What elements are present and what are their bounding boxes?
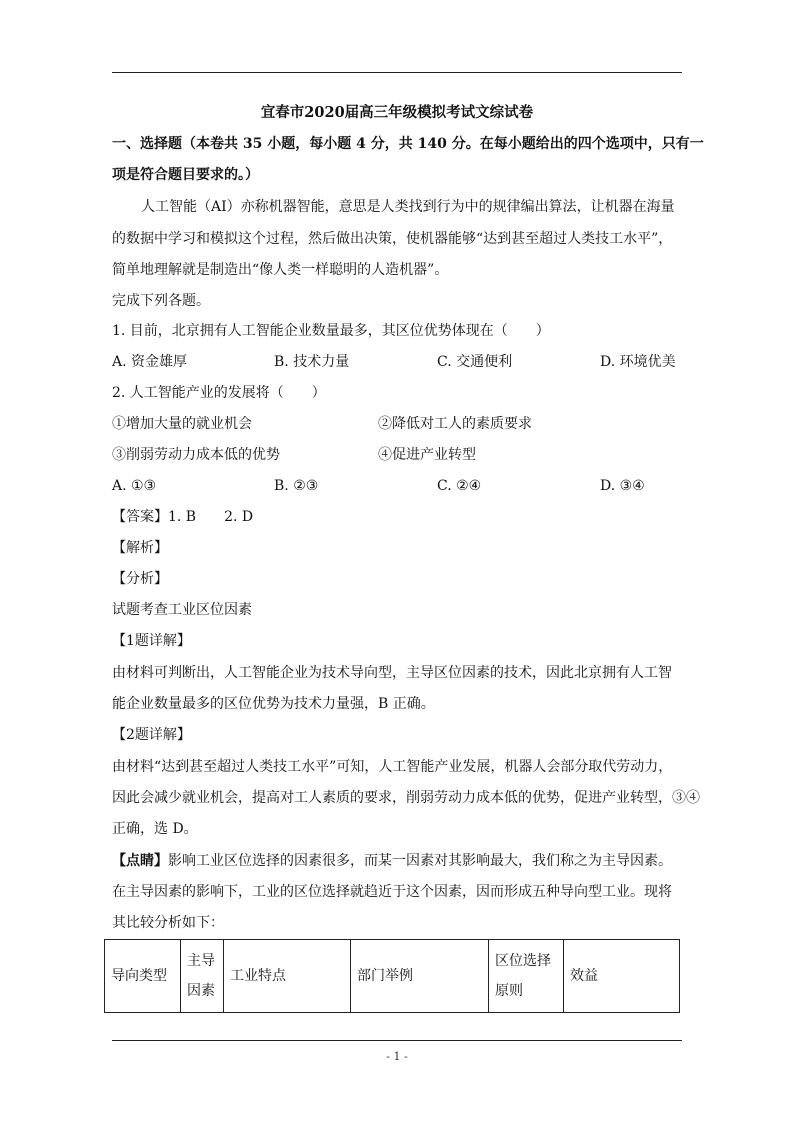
table-header-cell: 主导因素 <box>181 940 224 1013</box>
page-number: - 1 - <box>386 1050 408 1063</box>
table-header-cell: 导向类型 <box>105 940 181 1013</box>
q2-item-3: ③削弱劳动力成本低的优势 <box>112 447 280 463</box>
tip-line-1 <box>112 852 672 870</box>
table-header-cell: 工业特点 <box>224 940 351 1013</box>
q1-option-a: A. 资金雄厚 <box>112 354 188 370</box>
tip-text-1: 影响工业区位选择的因素很多，而某一因素对其影响最大，我们称之为主导因素。 <box>168 853 672 869</box>
detail-1-heading: 【1题详解】 <box>112 633 191 649</box>
passage-line-3: 简单地理解就是制造出“像人类一样聪明的人造机器”。 <box>112 262 449 278</box>
comparison-table <box>104 939 680 1013</box>
detail-2-heading: 【2题详解】 <box>112 727 191 743</box>
detail-2-line-3: 正确，选 D。 <box>112 821 198 837</box>
fenxi-heading: 【分析】 <box>112 571 168 587</box>
q2-item-2: ②降低对工人的素质要求 <box>378 416 532 432</box>
tip-line-3: 其比较分析如下： <box>112 915 224 931</box>
q1-option-c: C. 交通便利 <box>437 354 513 370</box>
q2-stem: 2. 人工智能产业的发展将（ ） <box>112 385 326 401</box>
q1-option-b: B. 技术力量 <box>274 354 350 370</box>
q2-option-d: D. ③④ <box>600 478 645 494</box>
instruction-text: 完成下列各题。 <box>112 293 210 309</box>
tip-label: 【点睛】 <box>112 853 168 869</box>
analysis-heading: 【解析】 <box>112 540 168 556</box>
fenxi-text: 试题考查工业区位因素 <box>112 602 252 618</box>
answer-line: 【答案】1. B 2. D <box>112 509 254 525</box>
q2-option-c: C. ②④ <box>437 478 482 494</box>
section-heading-line2: 项是符合题目要求的。） <box>112 167 259 183</box>
footer-rule <box>112 1040 682 1041</box>
page-title: 宜春市2020届高三年级模拟考试文综试卷 <box>260 104 534 121</box>
detail-1-line-1: 由材料可判断出，人工智能企业为技术导向型，主导区位因素的技术，因此北京拥有人工智 <box>112 665 672 681</box>
tip-line-2: 在主导因素的影响下，工业的区位选择就趋近于这个因素，因而形成五种导向型工业。现将 <box>112 884 672 900</box>
passage-line-2: 的数据中学习和模拟这个过程，然后做出决策，使机器能够“达到甚至超过人类技工水平”， <box>112 231 673 247</box>
table-header-row <box>105 940 680 1013</box>
q1-option-d: D. 环境优美 <box>600 354 676 370</box>
detail-2-line-1: 由材料“达到甚至超过人类技工水平”可知，人工智能产业发展，机器人会部分取代劳动力， <box>112 759 673 775</box>
q2-option-a: A. ①③ <box>112 478 157 494</box>
header-rule <box>112 72 682 73</box>
q2-item-1: ①增加大量的就业机会 <box>112 416 252 432</box>
table-header-cell: 效益 <box>564 940 680 1013</box>
q2-option-b: B. ②③ <box>274 478 319 494</box>
q1-stem: 1. 目前，北京拥有人工智能企业数量最多，其区位优势体现在（ ） <box>112 323 550 339</box>
passage-line-1: 人工智能（AI）亦称机器智能，意思是人类找到行为中的规律编出算法，让机器在海量 <box>141 199 675 215</box>
q2-item-4: ④促进产业转型 <box>378 447 476 463</box>
detail-1-line-2: 能企业数量最多的区位优势为技术力量强，B 正确。 <box>112 696 435 712</box>
section-heading-line1: 一、选择题（本卷共 35 小题，每小题 4 分，共 140 分。在每小题给出的四个选项中，只有一 <box>112 136 704 152</box>
table-header-cell: 部门举例 <box>351 940 489 1013</box>
detail-2-line-2: 因此会减少就业机会，提高对工人素质的要求，削弱劳动力成本低的优势，促进产业转型，③④ <box>112 790 700 806</box>
table-header-cell: 区位选择原则 <box>489 940 564 1013</box>
